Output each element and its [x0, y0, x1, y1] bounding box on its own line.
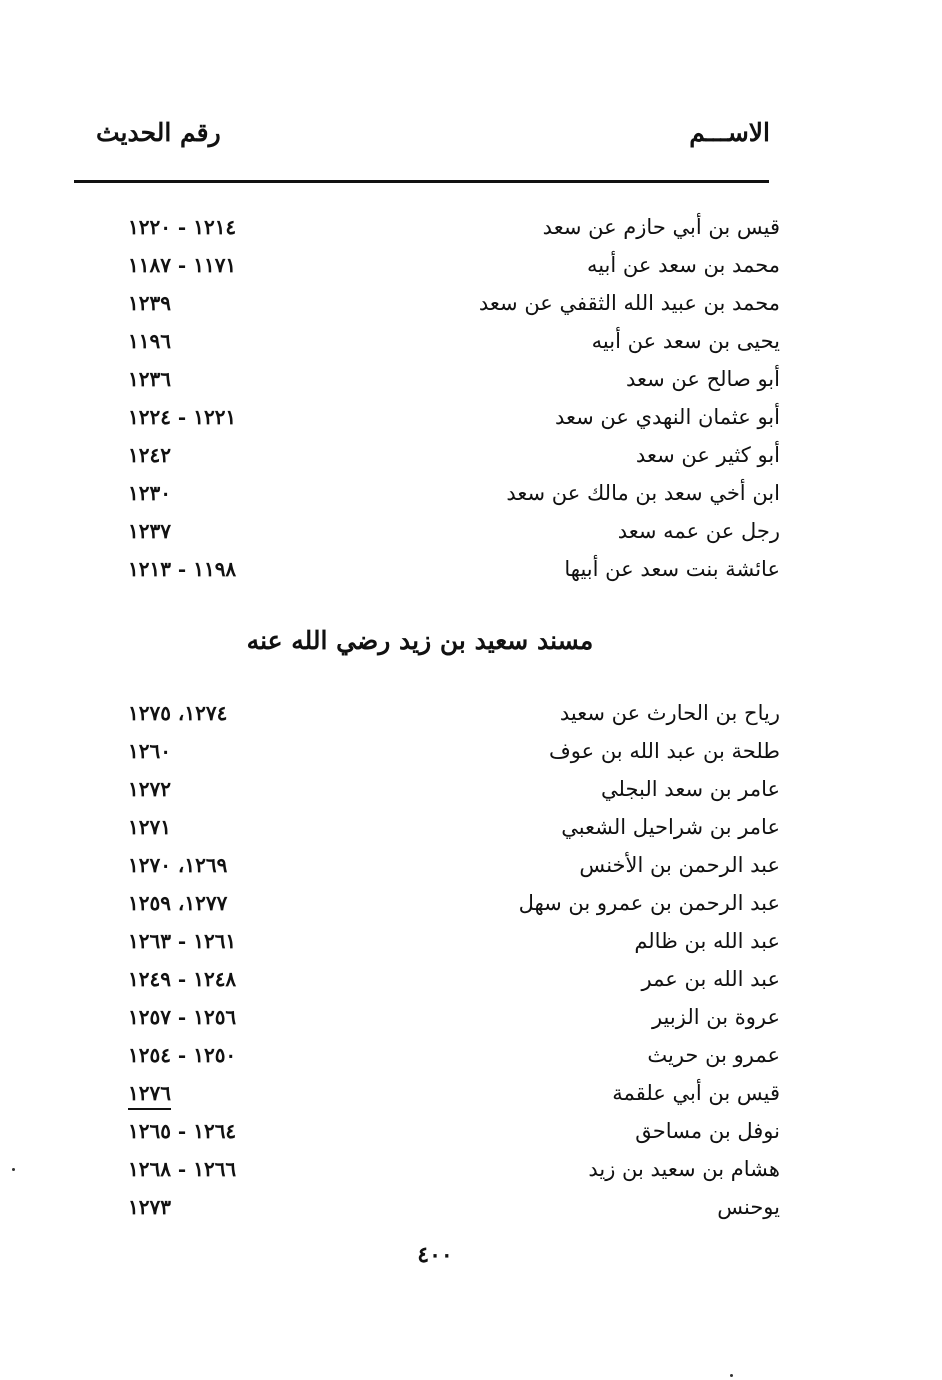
header-rule	[74, 180, 769, 183]
hadith-number: ١١٩٨ - ١٢١٣	[128, 557, 237, 581]
narrator-list-saad	[120, 208, 780, 588]
scan-speck	[730, 1374, 733, 1377]
hadith-number: ١٢٦٠	[128, 739, 171, 763]
hadith-number: ١٢٤٢	[128, 443, 171, 467]
list-item	[120, 770, 780, 808]
narrator-name: يوحنس	[717, 1195, 780, 1219]
narrator-name: رجل عن عمه سعد	[617, 519, 780, 543]
narrator-name: قيس بن أبي علقمة	[612, 1081, 780, 1105]
narrator-name: رياح بن الحارث عن سعيد	[559, 701, 780, 725]
hadith-number: ١٢٧٣	[128, 1195, 171, 1219]
narrator-name: أبو صالح عن سعد	[625, 367, 780, 391]
hadith-number: ١٢١٤ - ١٢٢٠	[128, 215, 237, 239]
hadith-number: ١٢٦١ - ١٢٦٣	[128, 929, 237, 953]
narrator-name: محمد بن عبيد الله الثقفي عن سعد	[478, 291, 780, 315]
list-item	[120, 846, 780, 884]
narrator-name: أبو عثمان النهدي عن سعد	[554, 405, 780, 429]
narrator-name: يحيى بن سعد عن أبيه	[591, 329, 780, 353]
list-item	[120, 1112, 780, 1150]
hadith-number: ١٢٣٧	[128, 519, 171, 543]
list-item	[120, 808, 780, 846]
hadith-number: ١٢٢١ - ١٢٢٤	[128, 405, 237, 429]
narrator-name: محمد بن سعد عن أبيه	[586, 253, 780, 277]
narrator-name: عروة بن الزبير	[651, 1005, 780, 1029]
list-item	[120, 694, 780, 732]
hadith-number: ١١٩٦	[128, 329, 171, 353]
hadith-number: ١٢٦٤ - ١٢٦٥	[128, 1119, 237, 1143]
narrator-name: أبو كثير عن سعد	[635, 443, 780, 467]
hadith-number-handwritten-underline: ١٢٧٦	[128, 1078, 171, 1110]
list-item	[120, 732, 780, 770]
hadith-number: ١٢٣٩	[128, 291, 171, 315]
list-item	[120, 398, 780, 436]
list-item	[120, 960, 780, 998]
hadith-number: ١٢٤٨ - ١٢٤٩	[128, 967, 237, 991]
narrator-name: طلحة بن عبد الله بن عوف	[549, 739, 780, 763]
list-item	[120, 1188, 780, 1226]
list-item	[120, 512, 780, 550]
column-header-name: الاســـم	[689, 118, 770, 147]
list-item	[120, 1074, 780, 1112]
hadith-number: ١٢٣٠	[128, 481, 171, 505]
narrator-name: هشام بن سعيد بن زيد	[588, 1157, 780, 1181]
hadith-number: ١٢٧٢	[128, 777, 171, 801]
hadith-number: ١٢٥٠ - ١٢٥٤	[128, 1043, 237, 1067]
narrator-name: عبد الرحمن بن الأخنس	[579, 853, 780, 877]
narrator-name: ابن أخي سعد بن مالك عن سعد	[506, 481, 780, 505]
column-header-hadith-number: رقم الحديث	[96, 118, 221, 147]
list-item	[120, 246, 780, 284]
narrator-name: عامر بن سعد البجلي	[601, 777, 780, 801]
narrator-name: عبد الله بن ظالم	[634, 929, 780, 953]
narrator-name: عامر بن شراحيل الشعبي	[561, 815, 780, 839]
narrator-name: عبد الرحمن بن عمرو بن سهل	[518, 891, 780, 915]
hadith-number: ١٢٧٤، ١٢٧٥	[128, 701, 228, 725]
narrator-name: نوفل بن مساحق	[635, 1119, 780, 1143]
hadith-number: ١٢٥٦ - ١٢٥٧	[128, 1005, 237, 1029]
list-item	[120, 284, 780, 322]
list-item	[120, 1150, 780, 1188]
list-item	[120, 1036, 780, 1074]
list-item	[120, 922, 780, 960]
list-item	[120, 550, 780, 588]
list-item	[120, 360, 780, 398]
hadith-number: ١٢٧٧، ١٢٥٩	[128, 891, 228, 915]
hadith-number: ١٢٧١	[128, 815, 171, 839]
hadith-number: ١٢٦٩، ١٢٧٠	[128, 853, 228, 877]
list-item	[120, 436, 780, 474]
hadith-number: ١١٧١ - ١١٨٧	[128, 253, 237, 277]
narrator-name: عائشة بنت سعد عن أبيها	[564, 557, 780, 581]
section-title: مسند سعيد بن زيد رضي الله عنه	[246, 626, 594, 655]
narrator-name: قيس بن أبي حازم عن سعد	[542, 215, 780, 239]
list-item	[120, 998, 780, 1036]
list-item	[120, 208, 780, 246]
narrator-name: عمرو بن حريث	[647, 1043, 780, 1067]
page-number: ٤٠٠	[417, 1242, 453, 1268]
list-item	[120, 322, 780, 360]
scan-speck	[12, 1168, 15, 1171]
hadith-number: ١٢٦٦ - ١٢٦٨	[128, 1157, 237, 1181]
list-item	[120, 884, 780, 922]
list-item	[120, 474, 780, 512]
hadith-number: ١٢٣٦	[128, 367, 171, 391]
narrator-list-said	[120, 694, 780, 1226]
narrator-name: عبد الله بن عمر	[641, 967, 780, 991]
